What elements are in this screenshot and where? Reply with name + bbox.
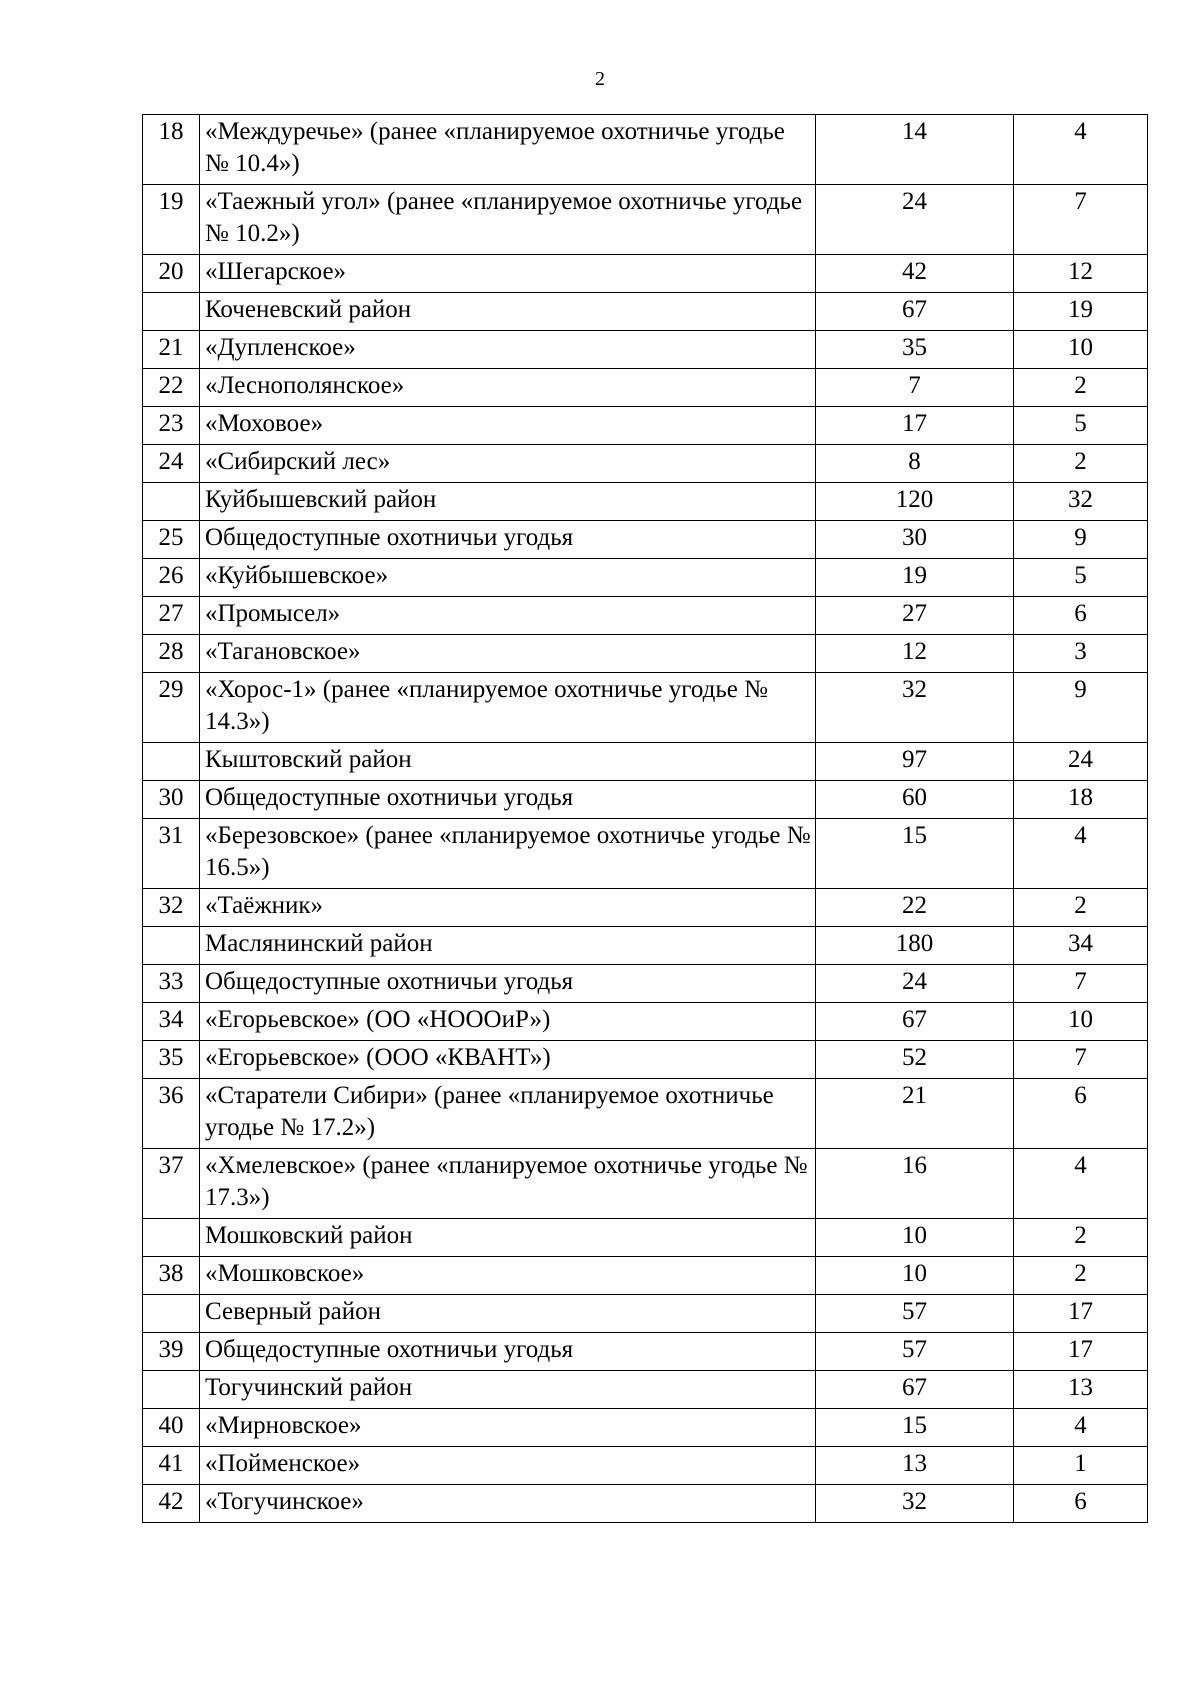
district-row bbox=[143, 1371, 1148, 1409]
value-b-cell: 9 bbox=[1014, 521, 1148, 559]
value-b-cell: 13 bbox=[1014, 1371, 1148, 1409]
value-b-cell: 17 bbox=[1014, 1295, 1148, 1333]
ground-name-cell: «Таёжник» bbox=[200, 889, 816, 927]
value-b-cell: 7 bbox=[1014, 1041, 1148, 1079]
value-a-cell: 32 bbox=[816, 673, 1014, 743]
table-row bbox=[143, 331, 1148, 369]
table-row bbox=[143, 819, 1148, 889]
table-row bbox=[143, 369, 1148, 407]
value-a-cell: 8 bbox=[816, 445, 1014, 483]
row-number-cell bbox=[143, 293, 200, 331]
row-number-cell: 20 bbox=[143, 255, 200, 293]
ground-name-cell: Северный район bbox=[200, 1295, 816, 1333]
ground-name-cell: «Куйбышевское» bbox=[200, 559, 816, 597]
value-a-cell: 120 bbox=[816, 483, 1014, 521]
table-row bbox=[143, 1079, 1148, 1149]
ground-name-cell: «Старатели Сибири» (ранее «планируемое охотничье угодье № 17.2») bbox=[200, 1079, 816, 1149]
value-b-cell: 24 bbox=[1014, 743, 1148, 781]
district-row bbox=[143, 743, 1148, 781]
row-number-cell: 28 bbox=[143, 635, 200, 673]
row-number-cell bbox=[143, 927, 200, 965]
ground-name-cell: «Тагановское» bbox=[200, 635, 816, 673]
table-row bbox=[143, 115, 1148, 185]
value-a-cell: 32 bbox=[816, 1485, 1014, 1523]
row-number-cell: 33 bbox=[143, 965, 200, 1003]
district-row bbox=[143, 927, 1148, 965]
value-a-cell: 67 bbox=[816, 1371, 1014, 1409]
value-b-cell: 4 bbox=[1014, 1149, 1148, 1219]
value-a-cell: 57 bbox=[816, 1295, 1014, 1333]
row-number-cell: 36 bbox=[143, 1079, 200, 1149]
value-a-cell: 35 bbox=[816, 331, 1014, 369]
district-row bbox=[143, 1219, 1148, 1257]
value-a-cell: 67 bbox=[816, 1003, 1014, 1041]
table-row bbox=[143, 185, 1148, 255]
table-row bbox=[143, 445, 1148, 483]
ground-name-cell: «Хмелевское» (ранее «планируемое охотничье угодье № 17.3») bbox=[200, 1149, 816, 1219]
table-row bbox=[143, 965, 1148, 1003]
value-b-cell: 9 bbox=[1014, 673, 1148, 743]
value-a-cell: 30 bbox=[816, 521, 1014, 559]
row-number-cell: 24 bbox=[143, 445, 200, 483]
table-row bbox=[143, 1409, 1148, 1447]
ground-name-cell: Общедоступные охотничьи угодья bbox=[200, 521, 816, 559]
ground-name-cell: «Егорьевское» (ОО «НОООиР») bbox=[200, 1003, 816, 1041]
ground-name-cell: «Таежный угол» (ранее «планируемое охотничье угодье № 10.2») bbox=[200, 185, 816, 255]
row-number-cell bbox=[143, 1295, 200, 1333]
table-row bbox=[143, 1003, 1148, 1041]
ground-name-cell: Тогучинский район bbox=[200, 1371, 816, 1409]
value-a-cell: 22 bbox=[816, 889, 1014, 927]
row-number-cell: 18 bbox=[143, 115, 200, 185]
row-number-cell: 40 bbox=[143, 1409, 200, 1447]
table-row bbox=[143, 1257, 1148, 1295]
table-row bbox=[143, 1149, 1148, 1219]
value-a-cell: 10 bbox=[816, 1219, 1014, 1257]
row-number-cell: 38 bbox=[143, 1257, 200, 1295]
row-number-cell: 30 bbox=[143, 781, 200, 819]
value-b-cell: 2 bbox=[1014, 1219, 1148, 1257]
value-a-cell: 19 bbox=[816, 559, 1014, 597]
value-b-cell: 2 bbox=[1014, 369, 1148, 407]
value-a-cell: 10 bbox=[816, 1257, 1014, 1295]
value-a-cell: 24 bbox=[816, 965, 1014, 1003]
ground-name-cell: «Дупленское» bbox=[200, 331, 816, 369]
value-a-cell: 27 bbox=[816, 597, 1014, 635]
ground-name-cell: «Хорос-1» (ранее «планируемое охотничье угодье № 14.3») bbox=[200, 673, 816, 743]
ground-name-cell: Мошковский район bbox=[200, 1219, 816, 1257]
ground-name-cell: Общедоступные охотничьи угодья bbox=[200, 1333, 816, 1371]
value-b-cell: 10 bbox=[1014, 1003, 1148, 1041]
row-number-cell: 19 bbox=[143, 185, 200, 255]
row-number-cell: 29 bbox=[143, 673, 200, 743]
row-number-cell bbox=[143, 1371, 200, 1409]
value-b-cell: 6 bbox=[1014, 1485, 1148, 1523]
ground-name-cell: «Мошковское» bbox=[200, 1257, 816, 1295]
value-a-cell: 15 bbox=[816, 819, 1014, 889]
value-a-cell: 17 bbox=[816, 407, 1014, 445]
district-row bbox=[143, 1295, 1148, 1333]
value-a-cell: 67 bbox=[816, 293, 1014, 331]
ground-name-cell: Общедоступные охотничьи угодья bbox=[200, 965, 816, 1003]
row-number-cell bbox=[143, 483, 200, 521]
table-row bbox=[143, 407, 1148, 445]
ground-name-cell: «Промысел» bbox=[200, 597, 816, 635]
ground-name-cell: «Тогучинское» bbox=[200, 1485, 816, 1523]
table-row bbox=[143, 1485, 1148, 1523]
value-b-cell: 34 bbox=[1014, 927, 1148, 965]
row-number-cell: 21 bbox=[143, 331, 200, 369]
value-a-cell: 14 bbox=[816, 115, 1014, 185]
table-body bbox=[143, 115, 1148, 1523]
ground-name-cell: «Березовское» (ранее «планируемое охотничье угодье № 16.5») bbox=[200, 819, 816, 889]
row-number-cell bbox=[143, 1219, 200, 1257]
value-b-cell: 5 bbox=[1014, 407, 1148, 445]
table-row bbox=[143, 635, 1148, 673]
row-number-cell: 26 bbox=[143, 559, 200, 597]
district-row bbox=[143, 293, 1148, 331]
value-b-cell: 4 bbox=[1014, 1409, 1148, 1447]
row-number-cell bbox=[143, 743, 200, 781]
row-number-cell: 25 bbox=[143, 521, 200, 559]
ground-name-cell: «Пойменское» bbox=[200, 1447, 816, 1485]
value-b-cell: 1 bbox=[1014, 1447, 1148, 1485]
row-number-cell: 22 bbox=[143, 369, 200, 407]
value-a-cell: 97 bbox=[816, 743, 1014, 781]
ground-name-cell: «Егорьевское» (ООО «КВАНТ») bbox=[200, 1041, 816, 1079]
table-row bbox=[143, 597, 1148, 635]
ground-name-cell: Куйбышевский район bbox=[200, 483, 816, 521]
value-a-cell: 180 bbox=[816, 927, 1014, 965]
ground-name-cell: «Междуречье» (ранее «планируемое охотничье угодье № 10.4») bbox=[200, 115, 816, 185]
value-a-cell: 57 bbox=[816, 1333, 1014, 1371]
row-number-cell: 27 bbox=[143, 597, 200, 635]
value-b-cell: 2 bbox=[1014, 1257, 1148, 1295]
table-row bbox=[143, 673, 1148, 743]
value-b-cell: 2 bbox=[1014, 889, 1148, 927]
table-row bbox=[143, 889, 1148, 927]
table-row bbox=[143, 255, 1148, 293]
value-b-cell: 10 bbox=[1014, 331, 1148, 369]
value-a-cell: 60 bbox=[816, 781, 1014, 819]
row-number-cell: 37 bbox=[143, 1149, 200, 1219]
row-number-cell: 41 bbox=[143, 1447, 200, 1485]
row-number-cell: 34 bbox=[143, 1003, 200, 1041]
value-a-cell: 52 bbox=[816, 1041, 1014, 1079]
value-b-cell: 4 bbox=[1014, 115, 1148, 185]
ground-name-cell: «Леснополянское» bbox=[200, 369, 816, 407]
row-number-cell: 39 bbox=[143, 1333, 200, 1371]
row-number-cell: 23 bbox=[143, 407, 200, 445]
ground-name-cell: «Шегарское» bbox=[200, 255, 816, 293]
value-a-cell: 16 bbox=[816, 1149, 1014, 1219]
ground-name-cell: Общедоступные охотничьи угодья bbox=[200, 781, 816, 819]
table-row bbox=[143, 1333, 1148, 1371]
hunting-grounds-table bbox=[142, 114, 1148, 1523]
value-b-cell: 7 bbox=[1014, 185, 1148, 255]
ground-name-cell: Маслянинский район bbox=[200, 927, 816, 965]
ground-name-cell: «Мирновское» bbox=[200, 1409, 816, 1447]
ground-name-cell: «Сибирский лес» bbox=[200, 445, 816, 483]
ground-name-cell: Коченевский район bbox=[200, 293, 816, 331]
value-a-cell: 13 bbox=[816, 1447, 1014, 1485]
page-number: 2 bbox=[595, 68, 605, 90]
table-row bbox=[143, 781, 1148, 819]
value-a-cell: 21 bbox=[816, 1079, 1014, 1149]
district-row bbox=[143, 483, 1148, 521]
value-b-cell: 2 bbox=[1014, 445, 1148, 483]
value-b-cell: 4 bbox=[1014, 819, 1148, 889]
value-b-cell: 3 bbox=[1014, 635, 1148, 673]
row-number-cell: 32 bbox=[143, 889, 200, 927]
value-b-cell: 5 bbox=[1014, 559, 1148, 597]
row-number-cell: 31 bbox=[143, 819, 200, 889]
value-b-cell: 19 bbox=[1014, 293, 1148, 331]
ground-name-cell: «Моховое» bbox=[200, 407, 816, 445]
ground-name-cell: Кыштовский район bbox=[200, 743, 816, 781]
table-row bbox=[143, 1447, 1148, 1485]
table-row bbox=[143, 559, 1148, 597]
value-a-cell: 15 bbox=[816, 1409, 1014, 1447]
value-b-cell: 6 bbox=[1014, 597, 1148, 635]
value-a-cell: 7 bbox=[816, 369, 1014, 407]
value-b-cell: 17 bbox=[1014, 1333, 1148, 1371]
value-b-cell: 6 bbox=[1014, 1079, 1148, 1149]
table-row bbox=[143, 521, 1148, 559]
row-number-cell: 42 bbox=[143, 1485, 200, 1523]
row-number-cell: 35 bbox=[143, 1041, 200, 1079]
value-b-cell: 18 bbox=[1014, 781, 1148, 819]
value-a-cell: 42 bbox=[816, 255, 1014, 293]
value-a-cell: 12 bbox=[816, 635, 1014, 673]
value-b-cell: 32 bbox=[1014, 483, 1148, 521]
table-row bbox=[143, 1041, 1148, 1079]
value-b-cell: 7 bbox=[1014, 965, 1148, 1003]
value-a-cell: 24 bbox=[816, 185, 1014, 255]
value-b-cell: 12 bbox=[1014, 255, 1148, 293]
